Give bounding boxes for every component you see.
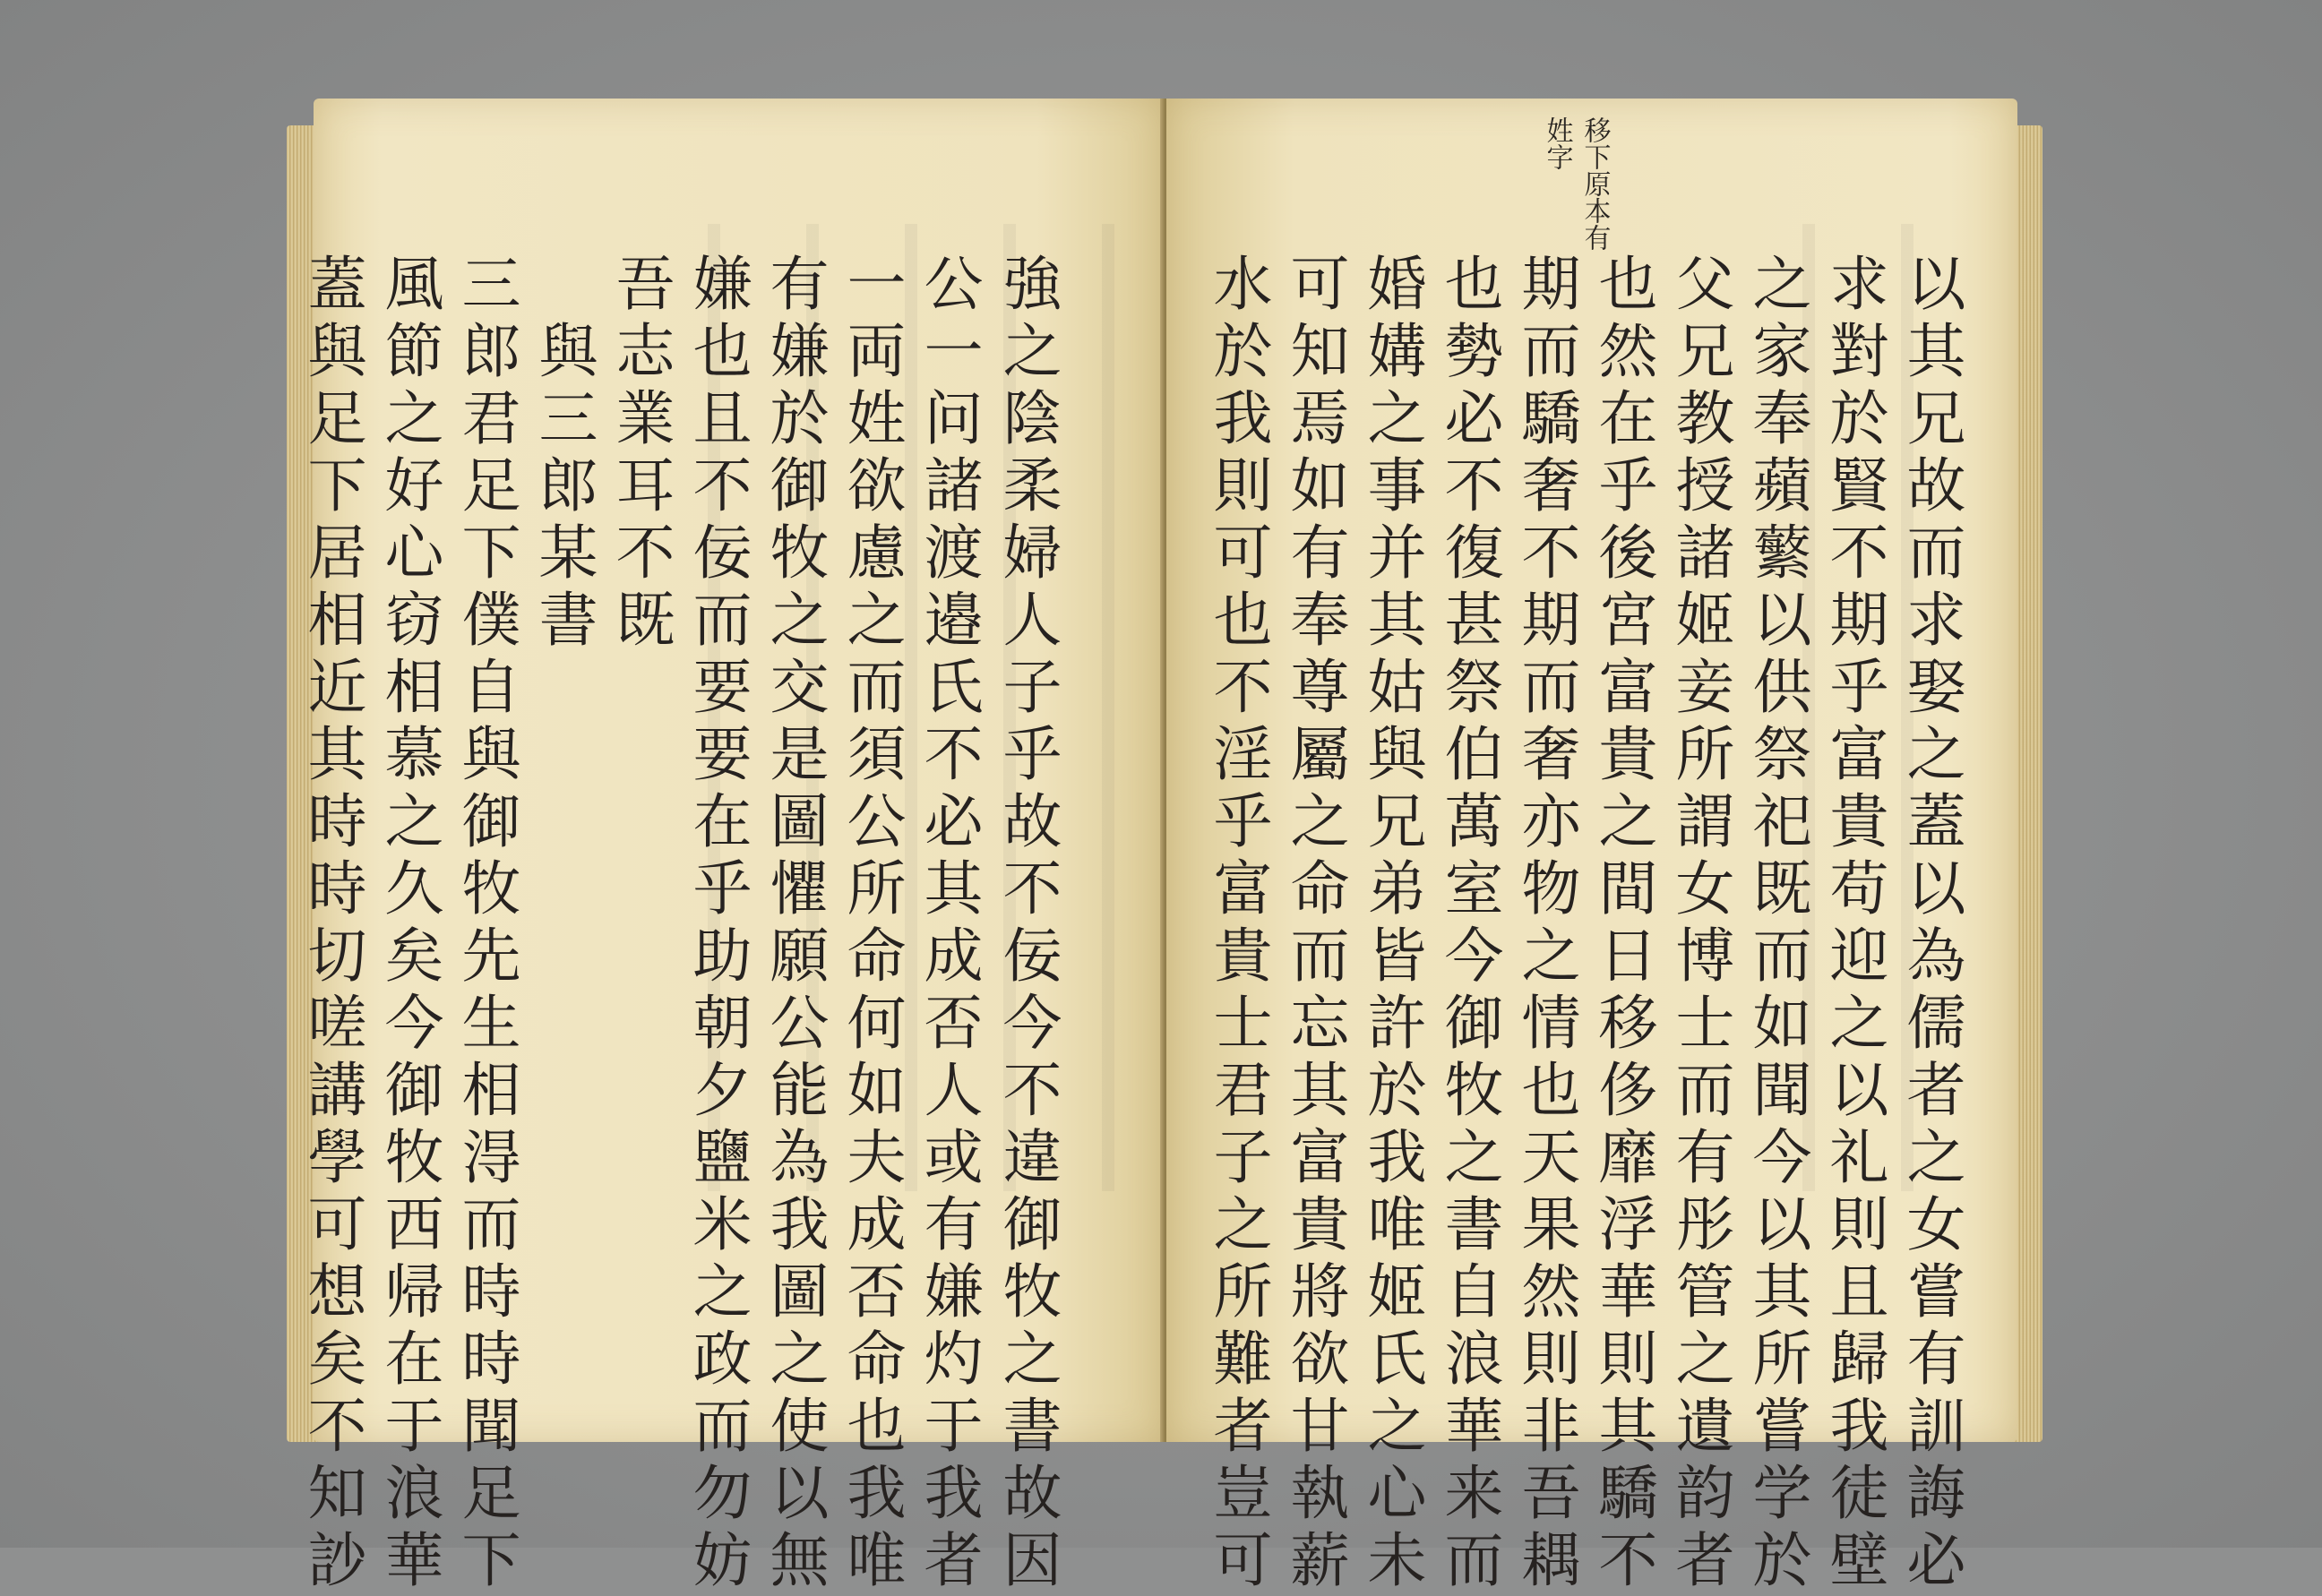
right-page-column-3: 之家奉蘋蘩以供祭祀既而如聞今以其所嘗学於: [1742, 253, 1811, 1596]
right-page: [1166, 99, 2017, 1596]
left-page-column-2: 公一问諸渡邉氏不必其成否人或有嫌灼于我者: [914, 253, 983, 1596]
right-page-column-9: 可知焉如有奉尊屬之命而忘其富貴將欲甘執薪: [1280, 253, 1349, 1596]
left-page-column-8: 三郎君足下僕自與御牧先生相淂而時時聞足下: [452, 253, 520, 1596]
right-page-column-6: 期而驕奢不期而奢亦物之情也天果然則非吾耦: [1511, 253, 1580, 1596]
left-page-column-5: 嫌也且不佞而要要在乎助朝夕鹽米之政而勿妨: [683, 253, 752, 1596]
open-book: [287, 99, 2042, 1596]
left-page-column-6: 吾志業耳不既: [606, 253, 675, 656]
left-page-column-3: 一両姓欲慮之而須公所命何如夫成否命也我唯: [837, 253, 906, 1596]
right-page-column-7: 也勢必不復甚祭伯萬室今御牧之書自浪華来而: [1434, 253, 1503, 1596]
right-page-column-5: 也然在乎後宮富貴之間日移侈靡浮華則其驕不: [1588, 253, 1657, 1596]
margin-note-1: 移下原本有: [1578, 116, 1611, 251]
right-page-column-10: 水於我則可也不淫乎富貴士君子之所難者豈可: [1203, 253, 1272, 1596]
left-page: [297, 99, 1165, 1596]
left-page-column-10: 蓋與足下居相近其時時切嗟講學可想矣不知訬: [297, 253, 366, 1596]
left-page-column-1: 強之陰柔婦人子乎故不佞今不違御牧之書故因: [993, 253, 1062, 1596]
right-page-column-1: 以其兄故而求娶之蓋以為儒者之女嘗有訓誨必: [1896, 253, 1965, 1596]
right-page-column-8: 婚媾之事并其姑與兄弟皆許於我唯姬氏之心未: [1357, 253, 1426, 1596]
left-page-heading: 與三郎某書: [529, 253, 598, 656]
margin-note-2: 姓字: [1541, 116, 1573, 170]
left-page-column-4: 有嫌於御牧之交是圖懼願公能為我圖之使以無: [760, 253, 829, 1596]
right-page-column-2: 求對於賢不期乎富貴苟迎之以礼則且歸我徒壁: [1819, 253, 1888, 1596]
right-page-column-4: 父兄教授諸姬妾所謂女博士而有彤管之遺韵者: [1665, 253, 1734, 1596]
left-page-column-9: 風節之好心窃相慕之久矣今御牧西帰在于浪華: [374, 253, 443, 1596]
